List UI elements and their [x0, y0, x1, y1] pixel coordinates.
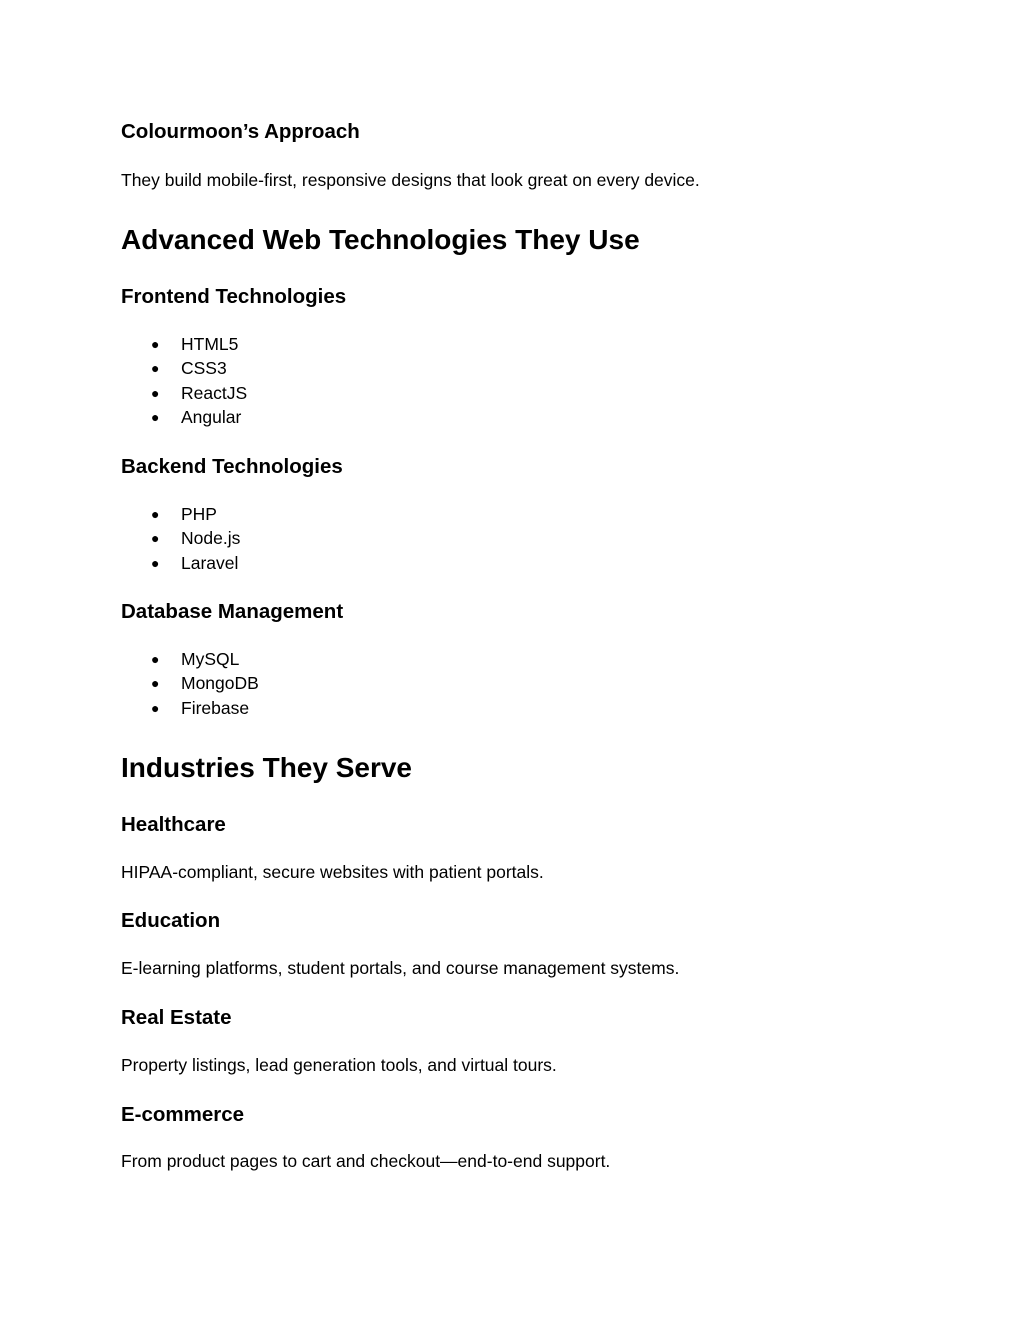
bullet-icon: ●	[151, 506, 160, 522]
industry-text-ecommerce: From product pages to cart and checkout—end-to-end support.	[121, 1151, 611, 1171]
bullet-icon: ●	[151, 651, 160, 667]
industry-heading-education: Education	[121, 909, 221, 932]
industry-text-healthcare: HIPAA-compliant, secure websites with patient portals.	[121, 862, 544, 882]
industry-text-real-estate: Property listings, lead generation tools, and virtual tours.	[121, 1055, 557, 1075]
approach-text: They build mobile-first, responsive designs that look great on every device.	[121, 170, 700, 190]
bullet-icon: ●	[151, 336, 160, 352]
bullet-icon: ●	[151, 675, 160, 692]
bullet-icon: ●	[151, 699, 160, 716]
tech-title: Advanced Web Technologies They Use	[121, 224, 640, 255]
frontend-heading: Frontend Technologies	[121, 285, 347, 308]
bullet-icon: ●	[151, 554, 160, 571]
industry-heading-real-estate: Real Estate	[121, 1006, 232, 1029]
bullet-icon: ●	[151, 409, 160, 426]
backend-heading: Backend Technologies	[121, 455, 343, 478]
industry-text-education: E-learning platforms, student portals, and course management systems.	[121, 958, 680, 978]
industries-title: Industries They Serve	[121, 752, 413, 783]
approach-heading: Colourmoon’s Approach	[121, 120, 360, 143]
industry-heading-ecommerce: E-commerce	[121, 1103, 245, 1126]
bullet-icon: ●	[151, 384, 160, 401]
industry-heading-healthcare: Healthcare	[121, 813, 226, 836]
database-heading: Database Management	[121, 600, 344, 623]
document-page: Colourmoon’s Approach They build mobile-first, responsive designs that look great on every device. Advanced Web Technologies They Use Frontend Technologies ● HTML5 ● CSS3 ● ReactJS ● Angular Backend Technologies ● PHP ● Node.js ● Laravel Database Management ● MySQL ● MongoDB ● Firebase Industries They Serve Healthcare HIPAA-compliant, secure websites with patient portals. Education E-learning platforms, student portals, and course management systems. Real Estate Property listings, lead generation tools, and virtual tours. E-commerce From product pages to cart and checkout—end-to-end support.	[121, 120, 700, 1171]
bullet-icon: ●	[151, 360, 160, 377]
bullet-icon: ●	[151, 530, 160, 547]
